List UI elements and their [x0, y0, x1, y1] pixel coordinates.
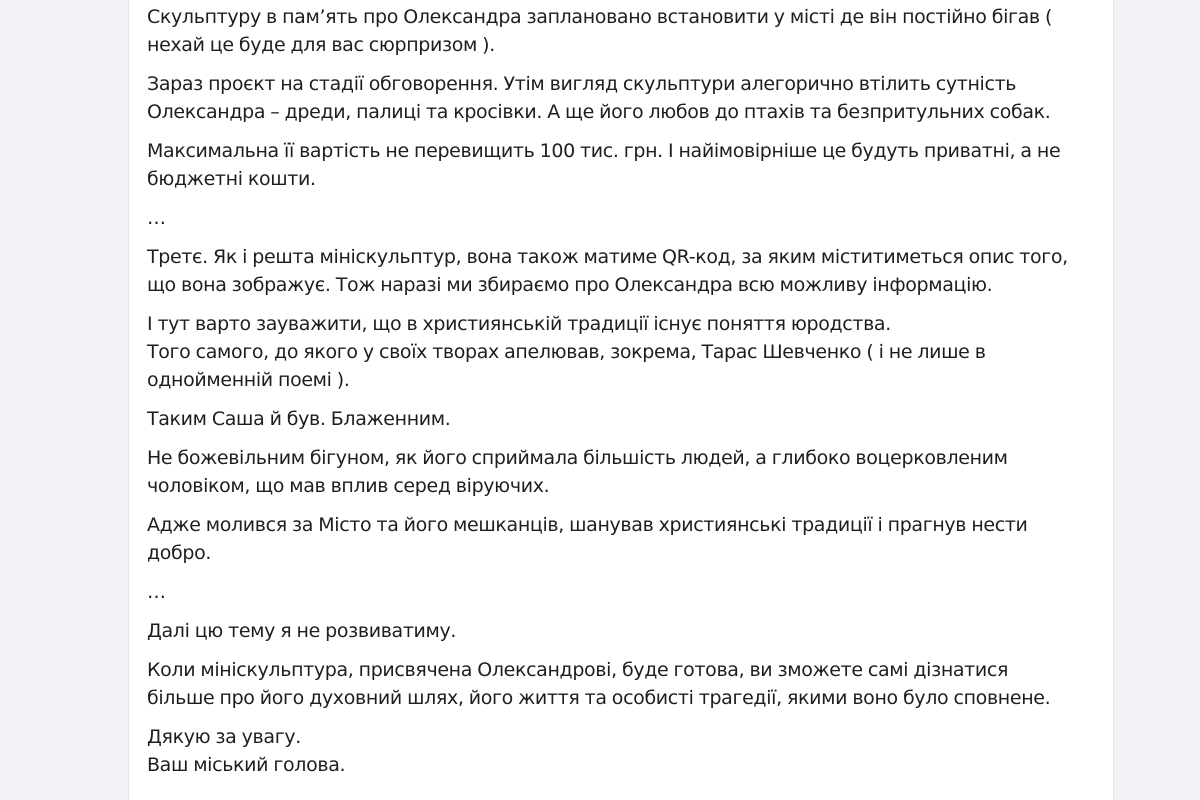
paragraph-holy-foolishness: І тут варто зауважити, що в християнській традиції існує поняття юродства. Того самого, до якого у своїх творах апелював, зокрема, Тарас Шевченко ( і не лише в однойменній поемі ). — [147, 313, 986, 391]
ellipsis-separator: … — [147, 207, 166, 229]
paragraph-project-discussion: Зараз проєкт на стадії обговорення. Утім вигляд скульптури алегорично втілить сутність Олександра – дреди, палиці та кросівки. А ще його любов до птахів та безпритульних собак. — [147, 73, 1051, 123]
paragraph-cost: Максимальна її вартість не перевищить 100 тис. грн. І найімовірніше це будуть приватні, а не бюджетні кошти. — [147, 140, 1061, 190]
paragraph-qr-code: Третє. Як і решта мініскульптур, вона також матиме QR-код, за яким міститиметься опис того, що вона зображує. Тож наразі ми збираємо про Олександра всю можливу інформацію. — [147, 246, 1068, 296]
paragraph-not-madman: Не божевільним бігуном, як його сприймала більшість людей, а глибоко воцерковленим чоловіком, що мав вплив серед віруючих. — [147, 447, 1008, 497]
paragraph-when-ready: Коли мініскульптура, присвячена Олександрові, буде готова, ви зможете самі дізнатися більше про його духовний шлях, його життя та особисті трагедії, якими воно було сповнене. — [147, 659, 1051, 709]
paragraph-prayed-for-city: Адже молився за Місто та його мешканців, шанував християнські традиції і прагнув нести добро. — [147, 514, 1028, 564]
post-text — [147, 3, 1097, 790]
post-card — [128, 0, 1114, 800]
ellipsis-separator: … — [147, 581, 166, 603]
paragraph-blessed: Таким Саша й був. Блаженним. — [147, 408, 451, 430]
paragraph-signature: Дякую за увагу. Ваш міський голова. — [147, 726, 346, 776]
paragraph-sculpture-location: Скульптуру в пам’ять про Олександра заплановано встановити у місті де він постійно бігав ( нехай це буде для вас сюрпризом ). — [147, 6, 1053, 56]
paragraph-no-further: Далі цю тему я не розвиватиму. — [147, 620, 457, 642]
